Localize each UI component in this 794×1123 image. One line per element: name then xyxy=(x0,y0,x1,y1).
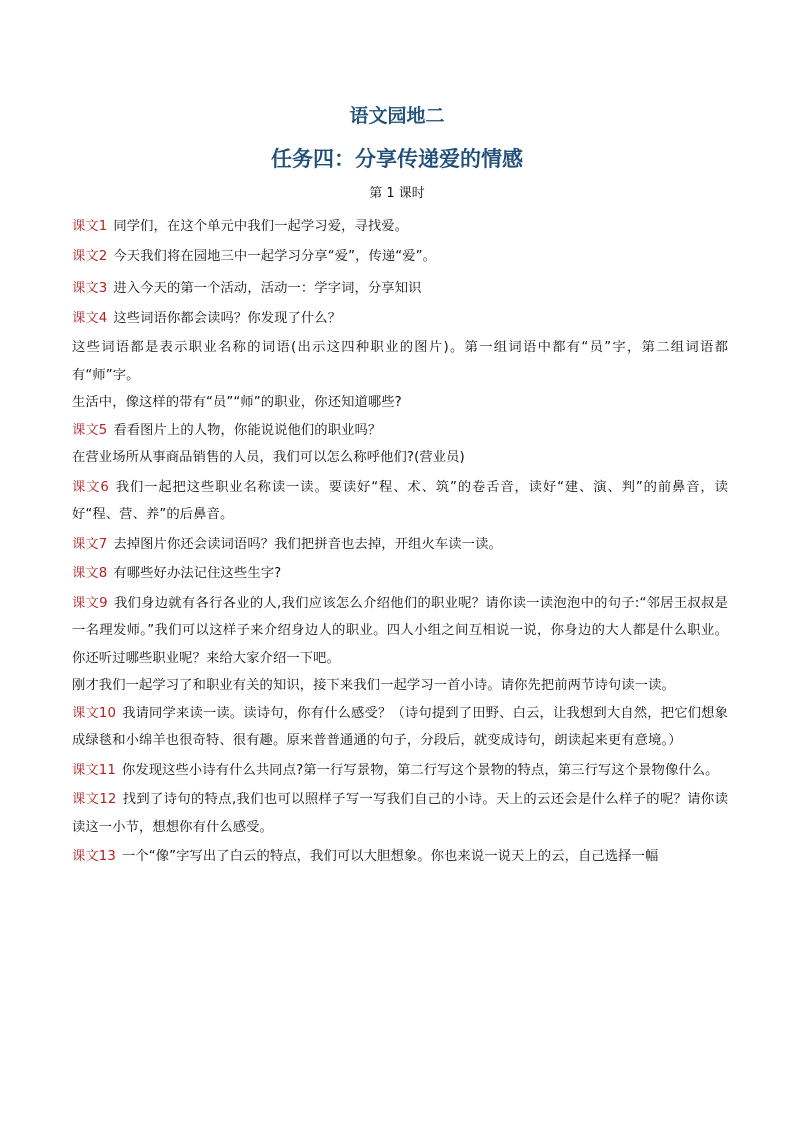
paragraph-7 xyxy=(72,417,728,445)
lesson-time-label: 第 1 课时 xyxy=(369,186,425,201)
text-tag: 课文8 xyxy=(72,566,108,581)
paragraph-text: 我请同学来读一读。读诗句，你有什么感受？（诗句提到了田野、白云，让我想到大自然，把它们想象成绿毯和小绵羊也很奇特、很有趣。原来普普通通的句子，分段后，就变成诗句，朗读起来更有意境。） xyxy=(72,705,729,748)
paragraph-2 xyxy=(72,243,728,271)
paragraph-text: 我们一起把这些职业名称读一读。要读好“程、术、筑”的卷舌音，读好“建、演、判”的前鼻音，读好“程、营、养”的后鼻音。 xyxy=(72,479,728,522)
paragraph-text: 这些词语你都会读吗？你发现了什么？ xyxy=(113,310,342,326)
text-tag: 课文13 xyxy=(72,849,116,864)
paragraph-9 xyxy=(72,474,728,529)
paragraph-11 xyxy=(72,560,728,588)
paragraph-text: 一个“像”字写出了白云的特点，我们可以大胆想象。你也来说一说天上的云，自己选择一幅 xyxy=(121,849,659,864)
paragraph-text: 有哪些好办法记住这些生字? xyxy=(113,566,282,581)
text-tag: 课文11 xyxy=(72,762,116,778)
text-tag: 课文3 xyxy=(72,281,108,296)
paragraph-4 xyxy=(72,305,728,333)
text-tag: 课文1 xyxy=(72,219,108,234)
paragraph-14 xyxy=(72,700,728,755)
paragraph-text: 看看图片上的人物，你能说说他们的职业吗？ xyxy=(113,422,382,438)
page-title: 语文园地二 xyxy=(349,105,445,127)
paragraph-text: 去掉图片你还会读词语吗？我们把拼音也去掉，开组火车读一读。 xyxy=(113,536,502,552)
paragraph-text: 刚才我们一起学习了和职业有关的知识，接下来我们一起学习一首小诗。请你先把前两节诗句读一读。 xyxy=(72,678,675,693)
paragraph-3 xyxy=(72,275,728,303)
paragraph-text: 你发现这些小诗有什么共同点?第一行写景物，第二行写这个景物的特点，第三行写这个景物像什么。 xyxy=(121,762,719,778)
text-tag: 课文2 xyxy=(72,248,108,264)
paragraph-text: 这些词语都是表示职业名称的词语(出示这四种职业的图片)。第一组词语中都有“员”字，第二组词语都有“师”字。 xyxy=(72,340,728,383)
page-subtitle: 任务四：分享传递爱的情感 xyxy=(271,147,523,171)
text-tag: 课文4 xyxy=(72,310,108,326)
paragraph-17 xyxy=(72,843,728,871)
paragraph-text: 进入今天的第一个活动，活动一：学字词，分享知识 xyxy=(113,281,422,296)
paragraph-text: 今天我们将在园地三中一起学习分享“爱”，传递“爱”。 xyxy=(113,248,437,264)
text-tag: 课文5 xyxy=(72,422,108,438)
paragraph-text: 生活中，像这样的带有“员”“师”的职业，你还知道哪些? xyxy=(72,395,402,410)
text-tag: 课文9 xyxy=(72,595,108,611)
paragraph-text: 我们身边就有各行各业的人,我们应该怎么介绍他们的职业呢？请你读一读泡泡中的句子:“邻居王叔叔是一名理发师。”我们可以这样子来介绍身边人的职业。四人小组之间互相说一说，你身边的大人都是什么职业。你还听过哪些职业呢？来给大家介绍一下吧。 xyxy=(72,595,729,666)
paragraph-10 xyxy=(72,531,728,559)
paragraph-text: 同学们，在这个单元中我们一起学习爱，寻找爱。 xyxy=(113,219,409,234)
text-tag: 课文10 xyxy=(72,705,117,721)
paragraph-1 xyxy=(72,213,728,241)
paragraph-12 xyxy=(72,590,728,673)
paragraph-16 xyxy=(72,786,728,841)
text-tag: 课文12 xyxy=(72,792,117,807)
paragraph-13 xyxy=(72,672,728,700)
lesson-content xyxy=(72,213,728,871)
paragraph-text: 在营业场所从事商品销售的人员，我们可以怎么称呼他们?(营业员) xyxy=(72,450,465,465)
paragraph-5 xyxy=(72,334,728,389)
paragraph-15 xyxy=(72,757,728,785)
text-tag: 课文7 xyxy=(72,536,108,552)
paragraph-6 xyxy=(72,389,728,417)
paragraph-text: 找到了诗句的特点,我们也可以照样子写一写我们自己的小诗。天上的云还会是什么样子的呢？请你读读这一小节，想想你有什么感受。 xyxy=(72,792,728,835)
text-tag: 课文6 xyxy=(72,479,109,495)
paragraph-8 xyxy=(72,444,728,472)
